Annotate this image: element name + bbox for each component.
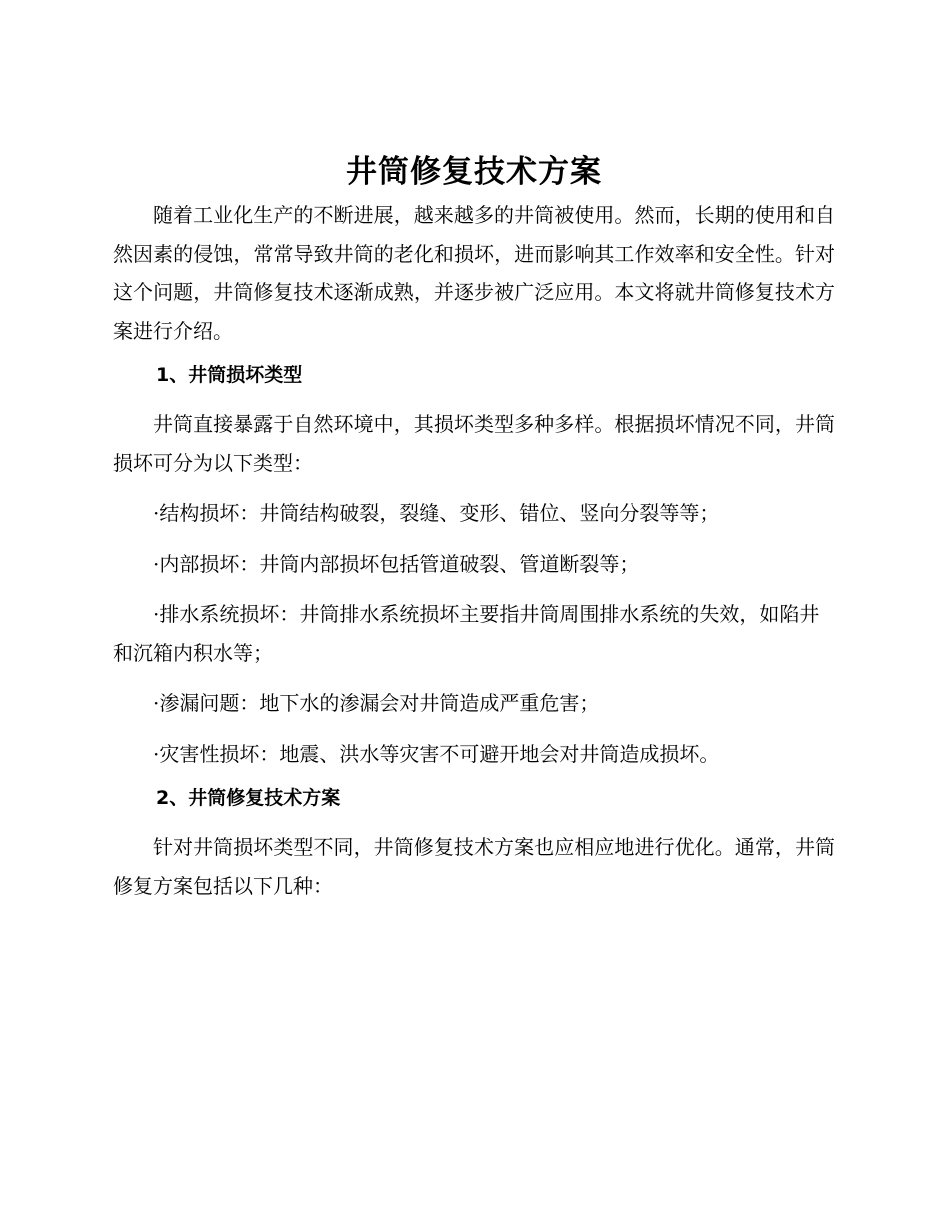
bullet-icon: · [153,501,160,525]
list-item [113,494,835,533]
section-heading-repair-plan: 2、井筒修复技术方案 [156,787,341,809]
repair-plan-paragraph: 针对井筒损坏类型不同，井筒修复技术方案也应相应地进行优化。通常，井筒修复方案包括以下几种： [113,835,835,898]
section-heading-damage-types: 1、井筒损坏类型 [156,364,303,386]
list-item-text: 灾害性损坏：地震、洪水等灾害不可避开地会对井筒造成损坏。 [159,741,720,766]
bullet-icon: · [153,551,160,576]
intro-paragraph: 随着工业化生产的不断进展，越来越多的井筒被使用。然而，长期的使用和自然因素的侵蚀，常常导致井筒的老化和损坏，进而影响其工作效率和安全性。针对这个问题，井筒修复技术逐渐成熟，并逐步被广泛应用。本文将就井筒修复技术方案进行介绍。 [113,203,835,343]
list-item-text: 内部损坏：井筒内部损坏包括管道破裂、管道断裂等； [159,551,640,576]
damage-types-paragraph: 井筒直接暴露于自然环境中，其损坏类型多种多样。根据损坏情况不同，井筒损坏可分为以下类型： [113,412,835,475]
list-item [113,735,835,774]
bullet-icon: · [153,691,160,715]
bullet-icon: · [153,741,160,766]
document-body [113,150,835,905]
list-item [113,684,835,723]
list-item [113,545,835,584]
list-item-text: 结构损坏：井筒结构破裂，裂缝、变形、错位、竖向分裂等等； [159,501,720,525]
document-title: 井筒修复技术方案 [346,154,602,190]
bullet-icon: · [153,602,160,626]
list-item [113,595,835,672]
list-item-text: 排水系统损坏：井筒排水系统损坏主要指井筒周围排水系统的失效，如陷井和沉箱内积水等； [113,602,820,665]
list-item-text: 渗漏问题：地下水的渗漏会对井筒造成严重危害； [159,691,600,715]
